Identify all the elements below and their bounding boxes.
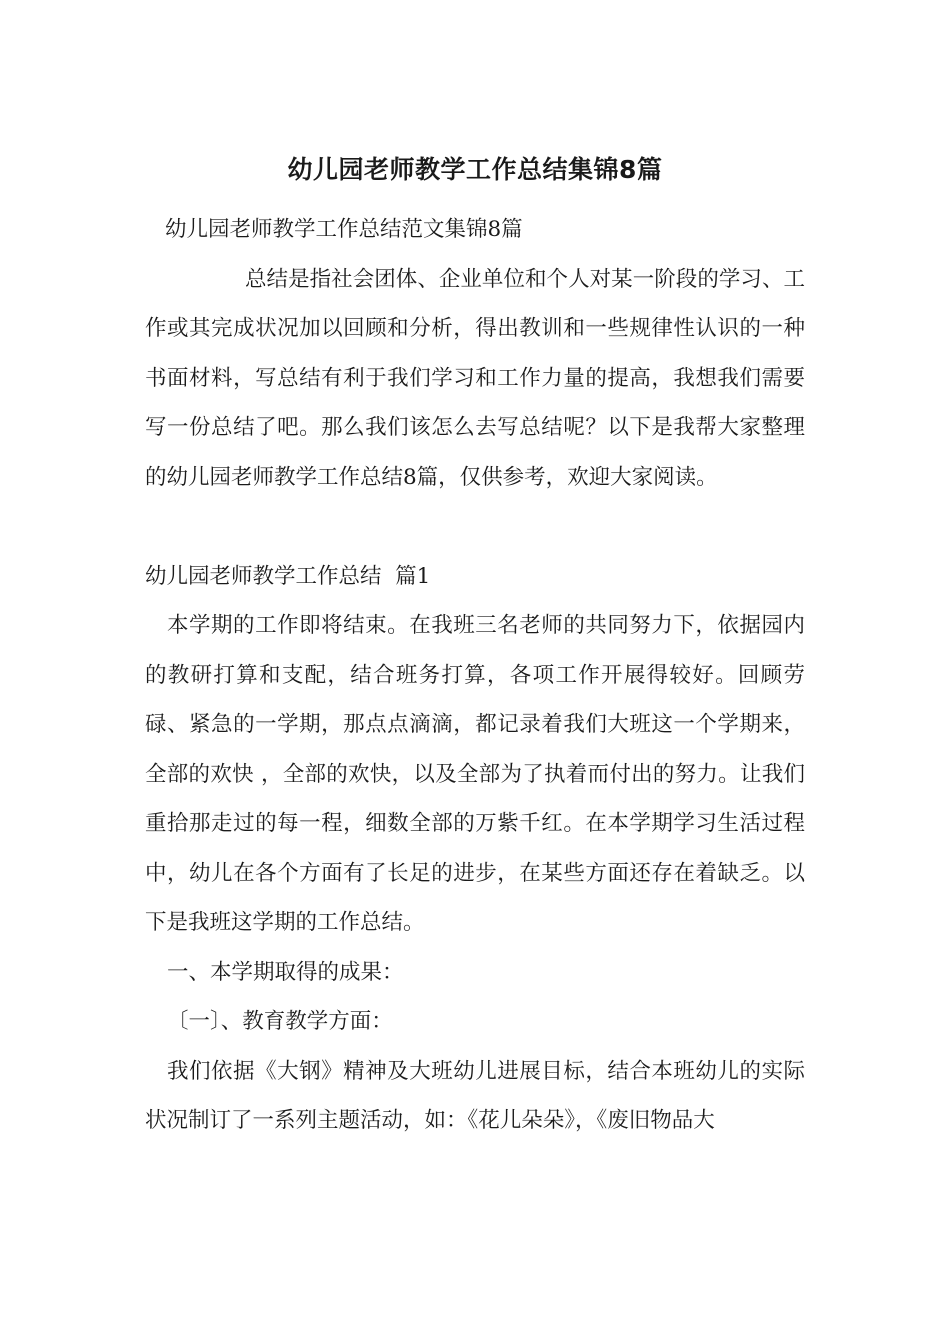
document-body xyxy=(145,205,805,1146)
body-paragraph-1: 本学期的工作即将结束。在我班三名老师的共同努力下，依据园内的教研打算和支配，结合班务打算，各项工作开展得较好。回顾劳碌、紧急的一学期，那点点滴滴，都记录着我们大班这一个学期来，全部的欢快 ，全部的欢快，以及全部为了执着而付出的努力。让我们重拾那走过的每一程，细数全部的万紫千红。在本学期学习生活过程中，幼儿在各个方面有了长足的进步，在某些方面还存在着缺乏。以下是我班这学期的工作总结。 xyxy=(145,613,805,935)
list-item-achievements: 一、本学期取得的成果： xyxy=(167,959,404,985)
section-heading: 幼儿园老师教学工作总结 篇1 xyxy=(145,563,431,589)
list-item-teaching: 〔一〕、教育教学方面： xyxy=(167,1009,393,1034)
document-title: 幼儿园老师教学工作总结集锦8篇 xyxy=(287,155,663,184)
paragraph-gap xyxy=(145,502,805,552)
document-subtitle: 幼儿园老师教学工作总结范文集锦8篇 xyxy=(165,217,523,242)
body-paragraph-2: 我们依据《大钢》精神及大班幼儿进展目标，结合本班幼儿的实际状况制订了一系列主题活动，如：《花儿朵朵》，《废旧物品大 xyxy=(145,1058,805,1133)
intro-paragraph: 总结是指社会团体、企业单位和个人对某一阶段的学习、工作或其完成状况加以回顾和分析，得出教训和一些规律性认识的一种书面材料，写总结有利于我们学习和工作力量的提高，我想我们需要写一份总结了吧。那么我们该怎么去写总结呢？以下是我帮大家整理的幼儿园老师教学工作总结8篇，仅供参考，欢迎大家阅读。 xyxy=(145,266,805,490)
